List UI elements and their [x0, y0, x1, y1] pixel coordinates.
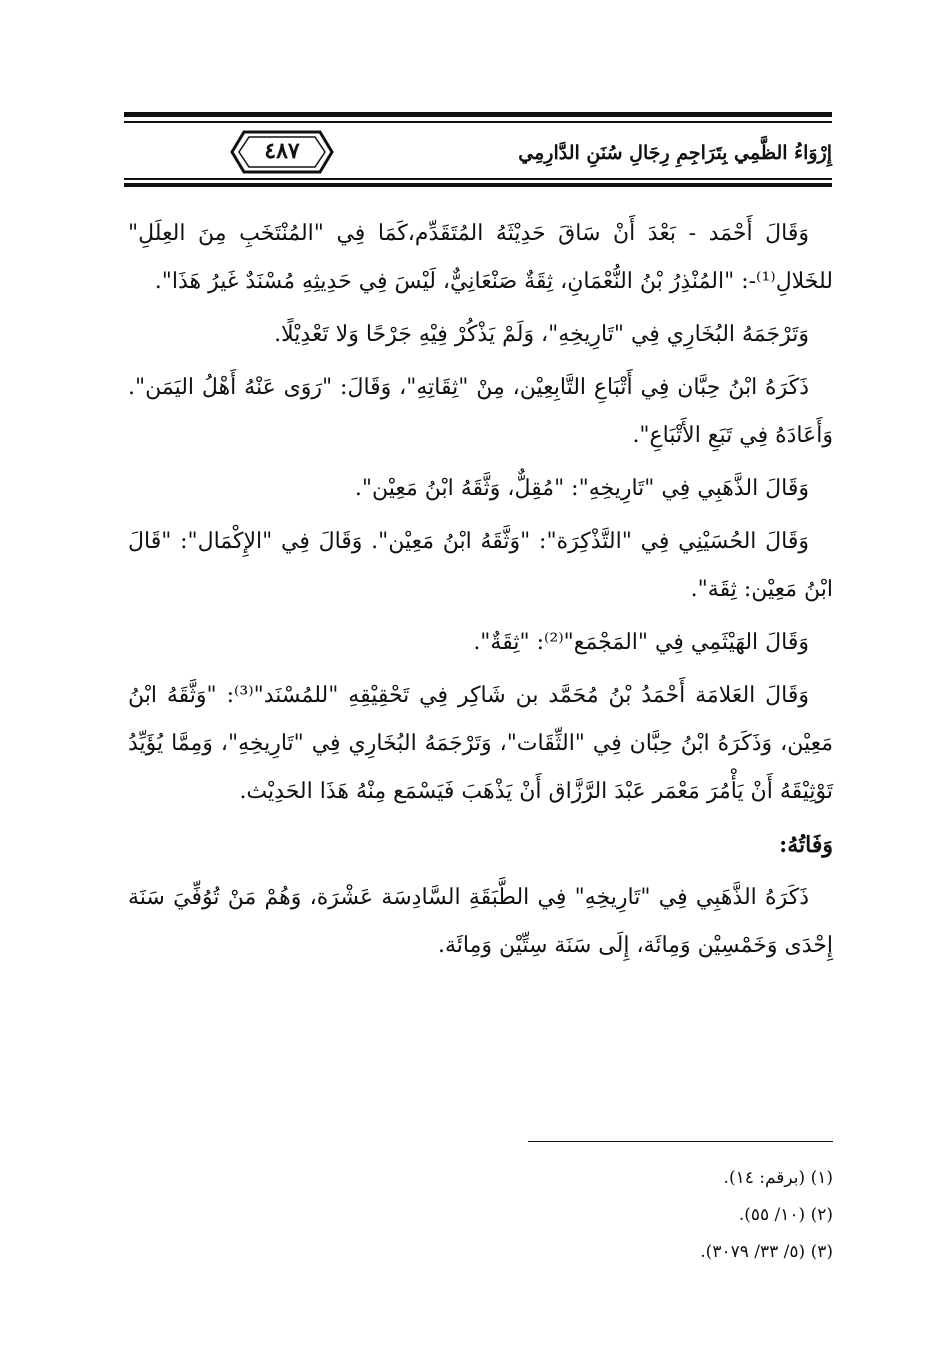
header-rule-lower-thick — [124, 183, 832, 187]
paragraph-dhahabi: وَقَالَ الذَّهَبِي فِي "تَارِيخِهِ": "مُقِلٌّ، وَثَّقَهُ ابْنُ مَعِيْن". — [354, 476, 809, 501]
header-rule-lower-thin — [124, 178, 832, 180]
paragraph-haythami: وَقَالَ الهَيْثَمِي فِي "المَجْمَع"⁽²⁾: "ثِقَةٌ". — [473, 630, 809, 655]
page-header — [124, 112, 832, 192]
footnotes — [413, 1160, 833, 1271]
footnote-1: (١) (برقم: ١٤). — [723, 1168, 833, 1188]
running-title: إِرْوَاءُ الظَّمِي بِتَرَاجِمِ رِجَالِ سُنَنِ الدَّارِمِي — [518, 142, 832, 164]
footnote-separator — [528, 1141, 833, 1142]
footnote-3: (٣) (٥/ ٣٣/ ٣٠٧٩). — [700, 1242, 833, 1262]
paragraph-ahmad: وَقَالَ أَحْمَد - بَعْدَ أَنْ سَاقَ حَدِيْثَهُ المُتَقَدِّم،كَمَا فِي "المُنْتَخَبِ مِنَ العِلَلِ" للخَلالِ⁽¹⁾-: "المُنْذِرُ بْنُ النُّعْمَانِ، ثِقَةٌ صَنْعَانِيٌّ، لَيْسَ فِي حَدِيثِهِ مُسْنَدٌ غَيرُ هَذَا". — [128, 221, 833, 294]
paragraph-husayni: وَقَالَ الحُسَيْنِي فِي "التَّذْكِرَة": "وَثَّقَهُ ابْنُ مَعِيْن". وَقَالَ فِي "الإِكْمَال": "قَالَ ابْنُ مَعِيْن: ثِقَة". — [128, 529, 833, 602]
paragraph-bukhari: وَتَرْجَمَهُ البُخَارِي فِي "تَارِيخِهِ"، وَلَمْ يَذْكُرْ فِيْهِ جَرْحًا وَلا تَعْدِيْلًا. — [274, 322, 809, 347]
page-number: ٤٨٧ — [264, 138, 300, 164]
paragraph-death: ذَكَرَهُ الذَّهَبِي فِي "تَارِيخِهِ" فِي الطَّبَقَةِ السَّادِسَة عَشْرَة، وَهُمْ مَنْ تُوُفِّيَ سَنَة إِحْدَى وَخَمْسِيْن وَمِائَة، إِلَى سَنَة سِتِّيْن وَمِائَة. — [128, 885, 833, 958]
header-rule-thick — [124, 112, 832, 117]
section-heading-death: وَفَاتُهُ: — [779, 832, 833, 858]
main-text — [128, 210, 833, 975]
footnote-2: (٢) (١٠/ ٥٥). — [738, 1205, 833, 1225]
paragraph-shakir: وَقَالَ العَلامَة أَحْمَدُ بْنُ مُحَمَّد بن شَاكِر فِي تَحْقِيْقِهِ "للمُسْنَد"⁽³⁾: "وَثَّقَهُ ابْنُ مَعِيْن، وَذَكَرَهُ ابْنُ حِبَّان فِي "الثِّقَات"، وَتَرْجَمَهُ البُخَارِي فِي "تَارِيخِهِ"، وَمِمَّا يُؤَيِّدُ تَوْثِيْقَهُ أَنْ يَأْمُرَ مَعْمَر عَبْدَ الرَّزَّاق أَنْ يَذْهَبَ فَيَسْمَع مِنْهُ هَذَا الحَدِيْث. — [128, 683, 833, 804]
header-rule-thin — [124, 121, 832, 123]
paragraph-ibn-hibban: ذَكَرَهُ ابْنُ حِبَّان فِي أَتْبَاعِ التَّابِعِيْن، مِنْ "ثِقَاتِهِ"، وَقَالَ: "رَوَى عَنْهُ أَهْلُ اليَمَن". وَأَعَادَهُ فِي تَبَعِ الأَتْبَاعِ". — [128, 375, 833, 448]
page-number-badge — [230, 130, 334, 174]
